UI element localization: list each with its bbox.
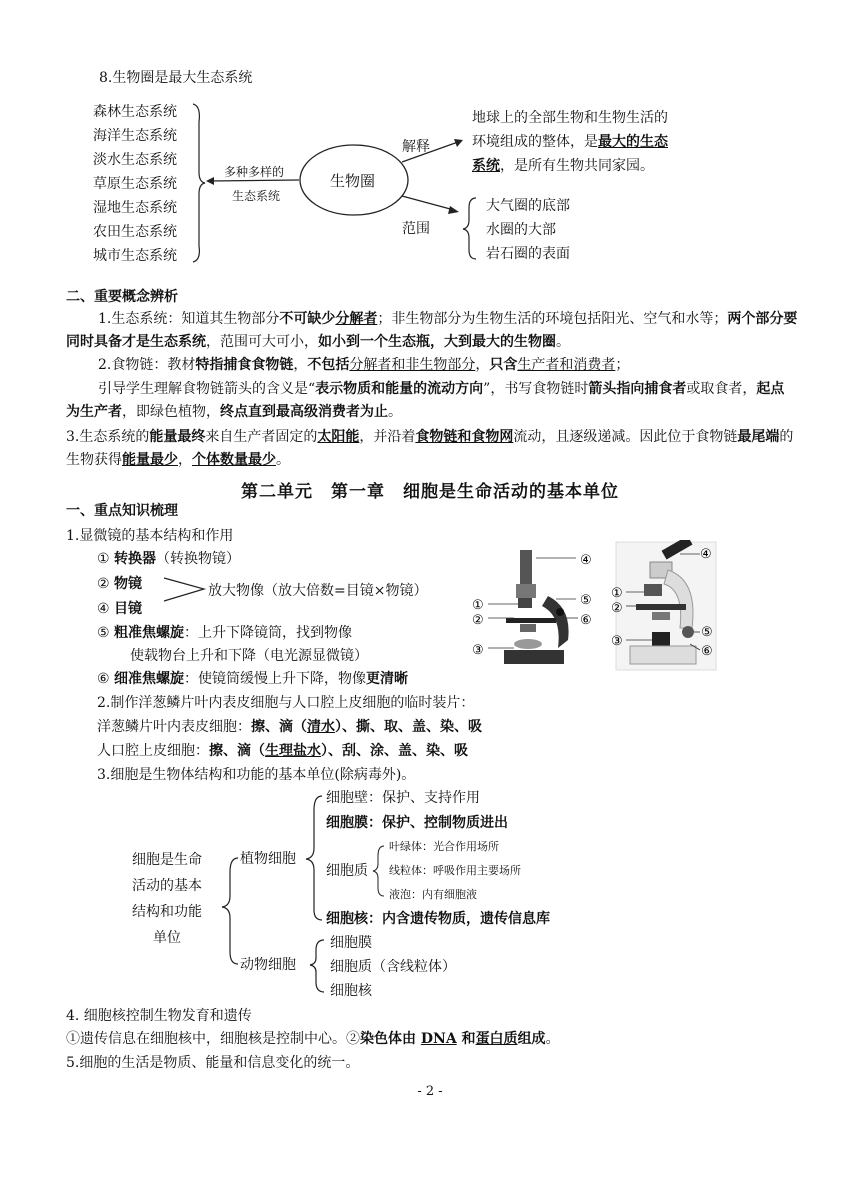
text-run: ，: [178, 452, 192, 468]
ecosystem-item: 海洋生态系统: [93, 128, 177, 144]
text-run: ，并沿着: [359, 429, 416, 445]
text-run: 。: [276, 452, 290, 468]
fig-label-5: ⑤: [580, 593, 592, 608]
item-4-pre: ①遗传信息在细胞核中，细胞核是控制中心。②: [66, 1031, 360, 1047]
text-run: 表示物质和能量的流动方向: [315, 381, 484, 397]
item-1: 1.显微镜的基本结构和作用: [66, 528, 234, 544]
text-run: 3.生态系统的: [66, 429, 150, 445]
text-run: 不包括: [307, 357, 350, 373]
text-run: 特指捕食食物链: [195, 357, 294, 373]
item-4-bold-a: 染色体由: [360, 1031, 421, 1047]
animal-membrane: 细胞膜: [330, 935, 372, 951]
chloroplast: 叶绿体：光合作用场所: [389, 840, 499, 853]
diverse-label-1: 多种多样的: [224, 165, 285, 179]
part-name: 粗准焦螺旋: [114, 625, 185, 641]
cell-root-line: 结构和功能: [132, 904, 202, 920]
animal-nucleus: 细胞核: [330, 983, 372, 999]
mouth-reagent: 生理盐水: [265, 743, 321, 759]
fig-label-5: ⑤: [701, 625, 713, 640]
range-item: 水圈的大部: [486, 222, 556, 238]
section-8-title: 8.生物圈是最大生态系统: [99, 70, 253, 86]
item-4-protein: 蛋白质: [475, 1031, 518, 1047]
animal-cytoplasm: 细胞质（含线粒体）: [330, 959, 456, 975]
cell-wall: 细胞壁：保护、支持作用: [326, 790, 480, 806]
item-3: 3.细胞是生物体结构和功能的基本单位(除病毒外)。: [97, 767, 416, 783]
text-run: 最尾端: [737, 429, 780, 445]
text-run: 只含: [489, 357, 518, 373]
part-num: ①: [97, 551, 110, 567]
fig-label-1: ①: [472, 598, 484, 613]
text-run: 分解者: [335, 311, 378, 327]
explain-label: 解释: [402, 139, 430, 155]
onion-steps-b: ）、撕、取、盖、染、吸: [335, 719, 482, 735]
ecosystem-item: 草原生态系统: [93, 176, 177, 192]
part-desc: （转换物镜）: [156, 551, 241, 567]
part-num: ④: [97, 601, 110, 617]
text-run: 分解者和非生物部分: [349, 357, 476, 373]
ecosystem-item: 森林生态系统: [93, 104, 177, 120]
range-item: 岩石圈的表面: [486, 246, 570, 262]
part-desc: ：上升下降镜筒，找到物像: [184, 625, 353, 641]
explain-line-3b: ，是所有生物共同家园。: [500, 158, 654, 174]
text-run: 。: [388, 404, 402, 420]
explain-line-1: 地球上的全部生物和生物生活的: [472, 110, 668, 126]
text-run: 如小到一个生态瓶，大到最大的生物圈: [318, 334, 556, 350]
item-4-bold-b: 和: [456, 1031, 476, 1047]
part-num: ⑥: [97, 671, 110, 687]
explain-line-2a: 环境组成的整体，是: [472, 134, 598, 150]
fig-label-2: ②: [472, 613, 484, 628]
text-run: 起点为生产者: [66, 381, 785, 420]
text-run: 能量最终: [149, 429, 206, 445]
explain-line-3a: 系统: [472, 158, 500, 174]
cell-root-line: 细胞是生命: [132, 852, 202, 868]
text-run: ，即绿色植物，: [122, 404, 220, 420]
section-2-heading: 二、重要概念辨析: [66, 289, 178, 305]
fig-label-3: ③: [472, 643, 484, 658]
biosphere-center: 生物圈: [330, 172, 376, 190]
part-desc-bold: 更清晰: [366, 671, 409, 687]
magnify-text: 放大物像（放大倍数=目镜×物镜）: [208, 583, 428, 599]
part-desc: ：使镜筒缓慢上升下降，物像: [184, 671, 367, 687]
vacuole: 液泡：内有细胞液: [389, 888, 477, 901]
item-4-end: 。: [545, 1031, 560, 1047]
fig-label-4: ④: [700, 547, 712, 562]
item-4-dna: DNA: [420, 1031, 457, 1047]
text-run: 1.生态系统：知道其生物部分: [98, 311, 280, 327]
text-run: 2.食物链：教材: [98, 357, 196, 373]
mouth-label: 人口腔上皮细胞：: [97, 743, 209, 759]
onion-label: 洋葱鳞片叶内表皮细胞：: [97, 719, 251, 735]
fig-label-6: ⑥: [701, 644, 713, 659]
cell-root-line: 单位: [153, 930, 181, 946]
diverse-label-2: 生态系统: [232, 189, 281, 203]
item-5: 5.细胞的生活是物质、能量和信息变化的统一。: [66, 1055, 360, 1071]
ecosystem-item: 城市生态系统: [93, 248, 177, 264]
part-name: 细准焦螺旋: [114, 671, 185, 687]
part-num: ⑤: [97, 625, 110, 641]
ecosystem-item: 农田生态系统: [93, 224, 177, 240]
part-coarse-focus-line2: 使载物台上升和下降（电光源显微镜）: [130, 648, 368, 664]
text-run: 。: [556, 334, 570, 350]
item-4-bold-c: 组成: [517, 1031, 546, 1047]
ecosystem-item: 湿地生态系统: [93, 200, 177, 216]
range-label: 范围: [402, 221, 430, 237]
text-run: 来自生产者固定的: [205, 429, 318, 445]
text-run: ；非生物部分为生物生活的环境包括阳光、空气和水等；: [377, 311, 728, 327]
text-run: 终点直到最高级消费者为止: [220, 404, 388, 420]
plant-cell: 植物细胞: [240, 851, 296, 867]
text-run: 的生物获得: [66, 429, 794, 468]
text-run: 不可缺少: [279, 311, 336, 327]
fig-label-1: ①: [611, 586, 623, 601]
cell-membrane: 细胞膜：保护、控制物质进出: [326, 815, 508, 831]
text-run: 生产者和消费者: [517, 357, 616, 373]
item-4: 4. 细胞核控制生物发育和遗传: [66, 1008, 252, 1024]
mouth-steps-b: ）、刮、涂、盖、染、吸: [321, 743, 468, 759]
range-item: 大气圈的底部: [486, 198, 570, 214]
fig-label-6: ⑥: [580, 613, 592, 628]
item-2: 2.制作洋葱鳞片叶内表皮细胞与人口腔上皮细胞的临时装片：: [97, 695, 475, 711]
text-run: 流动，且逐级递减。因此位于食物链: [513, 429, 738, 445]
cell-nucleus: 细胞核：内含遗传物质，遗传信息库: [326, 911, 550, 927]
part-name: 转换器: [114, 551, 157, 567]
text-run: ”，书写食物链时: [483, 381, 589, 397]
page-number: - 2 -: [417, 1084, 443, 1099]
mitochondria: 线粒体：呼吸作用主要场所: [389, 864, 521, 877]
text-run: ，范围可大可小，: [206, 334, 318, 350]
explain-line-2b: 最大的生态: [598, 134, 668, 150]
text-run: 引导学生理解食物链箭头的含义是“: [98, 381, 316, 397]
text-run: 太阳能: [317, 429, 360, 445]
fig-label-2: ②: [611, 601, 623, 616]
text-run: ，: [293, 357, 308, 373]
fig-label-3: ③: [611, 634, 623, 649]
cytoplasm: 细胞质: [326, 863, 368, 879]
mouth-steps-a: 擦、滴（: [209, 743, 265, 759]
text-run: 两个部分要同时具备才是生态系统: [66, 311, 798, 350]
section-1-heading: 一、重点知识梳理: [66, 503, 178, 519]
text-run: 或取食者，: [686, 381, 757, 397]
item-4-detail: [66, 1028, 560, 1048]
text-run: ，: [475, 357, 490, 373]
cell-root-line: 活动的基本: [132, 878, 202, 894]
animal-cell: 动物细胞: [240, 957, 296, 973]
text-run: 食物链和食物网: [415, 429, 514, 445]
onion-reagent: 清水: [307, 719, 335, 735]
fig-label-4: ④: [580, 553, 592, 568]
text-run: 箭头指向捕食者: [588, 381, 687, 397]
part-name: 目镜: [114, 601, 143, 617]
onion-steps-a: 擦、滴（: [251, 719, 307, 735]
part-name: 物镜: [114, 576, 143, 592]
text-run: ；: [615, 357, 630, 373]
text-run: 能量最少: [122, 452, 178, 468]
part-num: ②: [97, 576, 110, 592]
text-run: 个体数量最少: [192, 452, 276, 468]
unit-title: 第二单元 第一章 细胞是生命活动的基本单位: [241, 482, 619, 502]
ecosystem-item: 淡水生态系统: [93, 152, 177, 168]
